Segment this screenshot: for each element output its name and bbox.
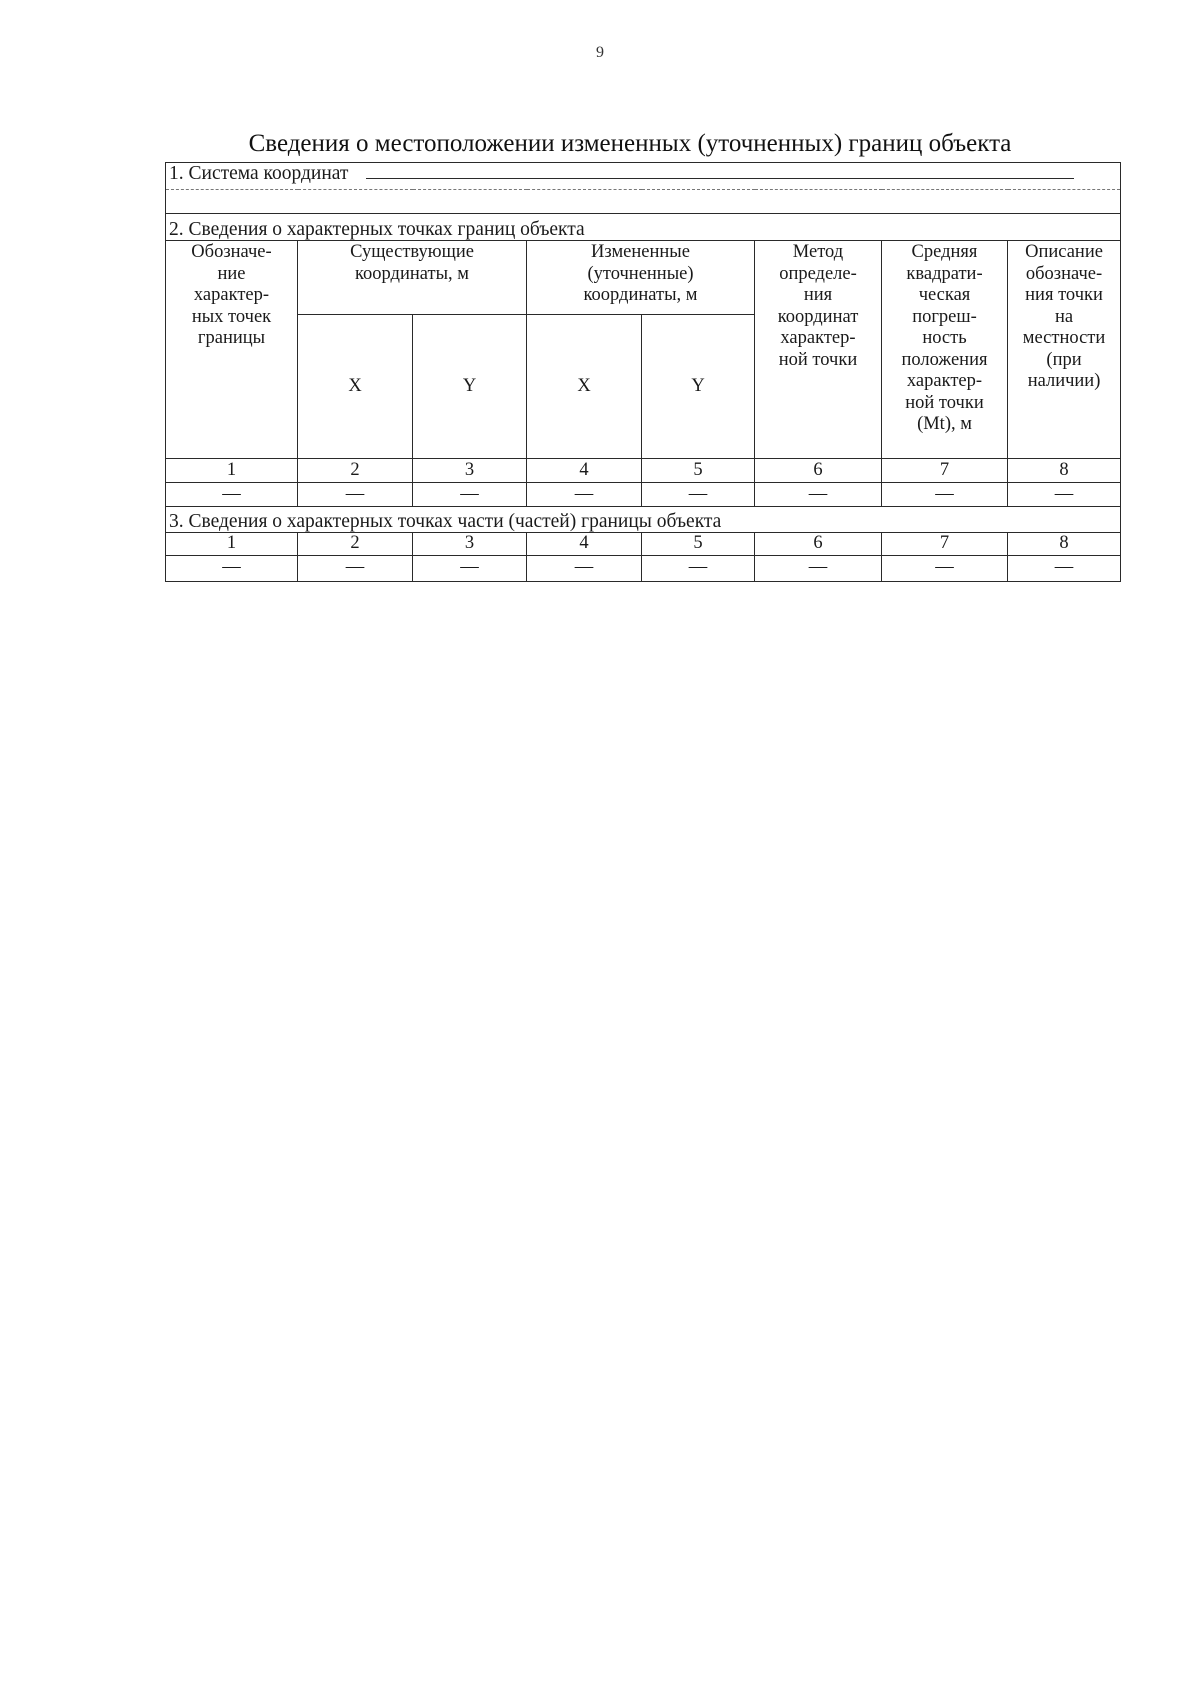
table-row [166, 483, 1121, 507]
column-number: 8 [1008, 459, 1121, 483]
section-2-label: 2. Сведения о характерных точках границ объекта [166, 214, 1121, 241]
header-point-designation: Обозначе- ние характер- ных точек границы [191, 242, 272, 348]
column-number: 5 [642, 533, 755, 556]
header-existing-x: X [298, 315, 413, 459]
table-cell: — [166, 555, 298, 581]
header-changed-x: X [527, 315, 642, 459]
table-cell: — [882, 483, 1008, 507]
table-cell: — [527, 483, 642, 507]
section-3-label: 3. Сведения о характерных точках части (частей) границы объекта [166, 507, 1121, 533]
table-cell: — [642, 483, 755, 507]
column-number: 4 [527, 459, 642, 483]
table-cell: — [413, 483, 527, 507]
table-cell: — [527, 555, 642, 581]
document-title: Сведения о местоположении измененных (уточненных) границ объекта [248, 130, 1012, 157]
header-changed-coordinates: Измененные (уточненные) координаты, м [583, 242, 698, 305]
table-cell: — [1008, 555, 1121, 581]
column-number: 4 [527, 533, 642, 556]
table-cell: — [413, 555, 527, 581]
section-2-column-numbers [166, 459, 1121, 483]
column-number: 6 [755, 459, 882, 483]
table-row [166, 555, 1121, 581]
column-number: 6 [755, 533, 882, 556]
header-mean-square-error: Средняя квадрати- ческая погреш- ность положения характер- ной точки (Mt), м [901, 242, 988, 434]
header-existing-y: Y [413, 315, 527, 459]
section-3-column-numbers [166, 533, 1121, 556]
header-method: Метод определе- ния координат характер- ной точки [777, 242, 859, 370]
section-2-heading-row [166, 214, 1121, 241]
coordinate-system-value-line [366, 164, 1074, 179]
table-cell: — [882, 555, 1008, 581]
boundary-points-table [165, 162, 1121, 582]
table-cell: — [1008, 483, 1121, 507]
column-number: 7 [882, 459, 1008, 483]
column-number: 8 [1008, 533, 1121, 556]
header-existing-coordinates: Существующие координаты, м [350, 242, 474, 284]
table-cell: — [642, 555, 755, 581]
column-number: 1 [166, 459, 298, 483]
column-number: 7 [882, 533, 1008, 556]
column-number: 2 [298, 459, 413, 483]
column-number: 2 [298, 533, 413, 556]
coordinate-system-row [166, 163, 1121, 190]
header-changed-y: Y [642, 315, 755, 459]
table-cell: — [298, 483, 413, 507]
table-cell: — [755, 483, 882, 507]
coordinate-system-blank-row [166, 190, 1121, 214]
header-row-1 [166, 241, 1121, 315]
column-number: 3 [413, 459, 527, 483]
column-number: 1 [166, 533, 298, 556]
coordinate-system-label: 1. Система координат [169, 163, 349, 184]
column-number: 3 [413, 533, 527, 556]
page-number: 9 [596, 44, 604, 61]
table-cell: — [298, 555, 413, 581]
table-cell: — [166, 483, 298, 507]
header-point-description: Описание обозначе- ния точки на местности (при наличии) [1022, 242, 1106, 391]
table-cell: — [755, 555, 882, 581]
column-number: 5 [642, 459, 755, 483]
section-3-heading-row [166, 507, 1121, 533]
